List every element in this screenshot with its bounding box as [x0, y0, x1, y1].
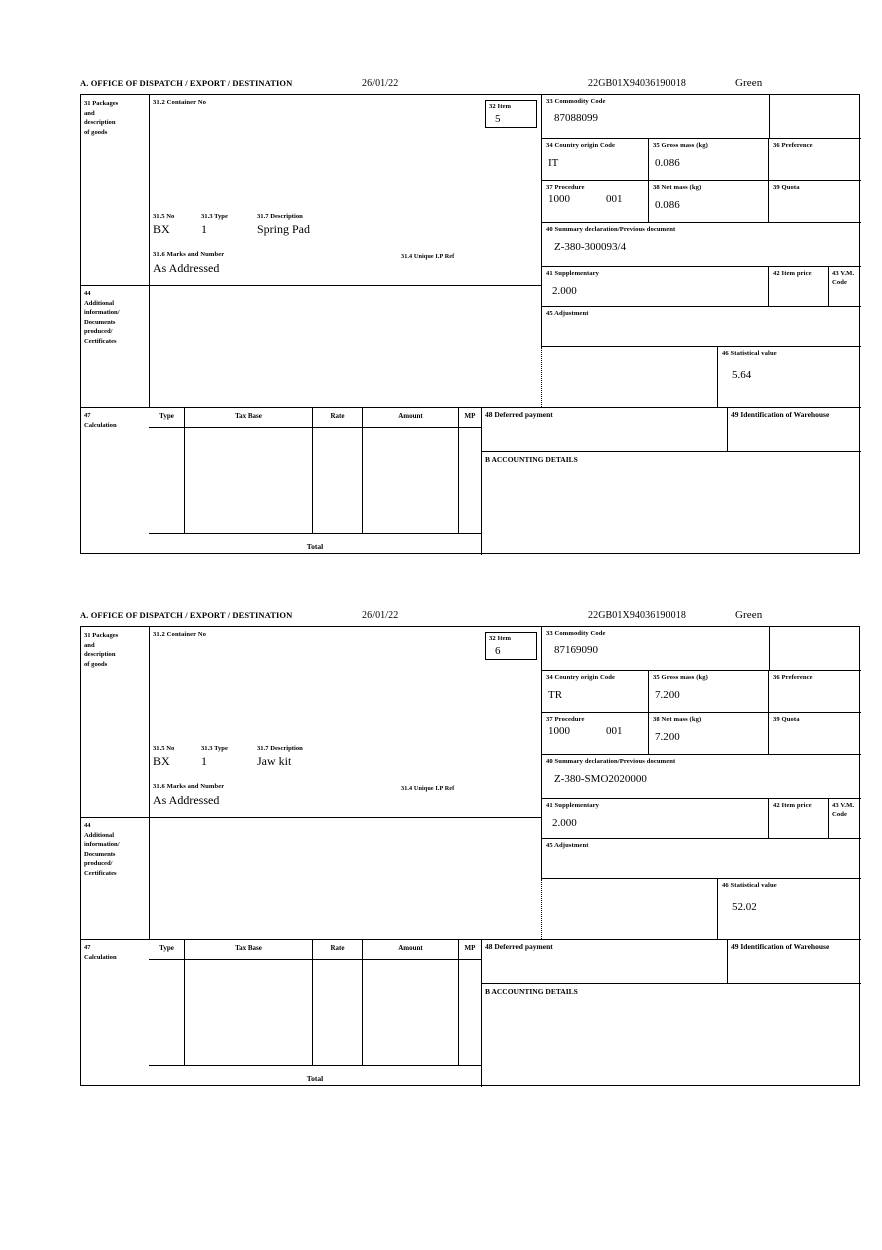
form-header-2	[80, 610, 862, 626]
item-price-value-2	[773, 811, 828, 817]
customs-declaration-form-2	[80, 610, 862, 1086]
preference-value-2	[773, 683, 861, 689]
net-mass-value: 0.086	[655, 198, 680, 211]
divider-31-44-2	[81, 817, 541, 818]
box-36-preference: 36 Preference	[769, 139, 861, 181]
package-number: BX	[153, 222, 170, 236]
box-31-label: 31 Packages and description of goods	[84, 100, 119, 136]
box-46-statistical-value-2: 46 Statistical value 52.02	[717, 879, 861, 939]
box-42-item-price: 42 Item price	[769, 267, 829, 307]
deferred-payment-value	[485, 419, 727, 425]
statistical-value-2: 52.02	[732, 900, 757, 913]
box-31-2-container-no: 31.2 Container No	[153, 99, 207, 106]
item-number-value-2: 6	[495, 644, 501, 657]
goods-description: Spring Pad	[257, 222, 311, 236]
calc-col-taxbase: Tax Base	[185, 407, 313, 533]
marks-and-number-value-2: As Addressed	[153, 793, 220, 807]
gross-mass-value-2: 7.200	[655, 688, 680, 701]
box-34-country-origin: 34 Country origin Code IT	[541, 139, 649, 181]
supplementary-value-2: 2.000	[552, 816, 577, 829]
vm-code-value-2	[832, 819, 861, 825]
gross-mass-value: 0.086	[655, 156, 680, 169]
calc-col-mp: MP	[464, 412, 476, 420]
box-41-supplementary-2: 41 Supplementary 2.000	[541, 799, 769, 839]
box-44-label-2: 44 Additional information/ Documents produced/ Certificates	[84, 822, 120, 877]
country-origin-value: IT	[548, 156, 559, 169]
net-mass-value-2: 7.200	[655, 730, 680, 743]
box-37-procedure: 37 Procedure 1000 001	[541, 181, 649, 223]
movement-reference-number: 22GB01X94036190018	[588, 78, 686, 89]
box-43-vm-code-2: 43 V.M. Code	[829, 799, 861, 839]
marks-and-number-value: As Addressed	[153, 261, 220, 275]
box-47-label: 47 Calculation	[84, 412, 117, 429]
procedure-code-a-2: 1000	[548, 724, 570, 737]
calculation-grid	[149, 407, 481, 555]
procedure-code-a: 1000	[548, 192, 570, 205]
box-35-gross-mass: 35 Gross mass (kg) 0.086	[649, 139, 769, 181]
box-38-net-mass-2: 38 Net mass (kg) 7.200	[649, 713, 769, 755]
declaration-box-2: 31 Packages and description of goods 44 Additional information/ Documents produced/ Certificates 47 Calculation 31.2 Container No 31.5 No 31.3 Type 31.7 Description BX 1 Jaw kit 31.6 Marks and Number 31.4 Unique I.P Ref As Addressed 32 Item 6 33 Commodity Code 87169090 34 Country origin Code TR 35 Gross mass (kg) 7.200 36 Preference 37 Procedure 1000 001 38 Net mass (kg) 7.200 39 Quota 40 Summary declaration/Previous document Z-380-SMO2020000 41 Supplementary 2.000 42 Item price 43 V.M. Code 45 Adjustment 46 Statistical value 52.02 Type Tax Base Rate Amount MP Total 48 Deferred payment 49 Identification of Warehouse B ACCOUNTING DETAILS	[80, 626, 860, 1086]
movement-reference-number-2: 22GB01X94036190018	[588, 610, 686, 621]
box-48-deferred-payment: 48 Deferred payment	[481, 407, 727, 451]
item-price-value	[773, 279, 828, 285]
box-32-item-number: 32 Item 5	[485, 100, 537, 128]
calc-col-amount-2: Amount	[363, 939, 459, 1065]
goods-description-2: Jaw kit	[257, 754, 292, 768]
box-49-warehouse: 49 Identification of Warehouse	[727, 407, 861, 451]
quota-value	[773, 193, 861, 199]
country-origin-value-2: TR	[548, 688, 563, 701]
customs-declaration-form-1	[80, 78, 862, 554]
box-31-2-container-no-2: 31.2 Container No	[153, 631, 207, 638]
previous-document-value: Z-380-300093/4	[554, 240, 627, 253]
quota-value-2	[773, 725, 861, 731]
box-49-warehouse-2: 49 Identification of Warehouse	[727, 939, 861, 983]
package-type-2: 1	[201, 754, 207, 768]
box-38-net-mass: 38 Net mass (kg) 0.086	[649, 181, 769, 223]
box-31-4-label-2: 31.4 Unique I.P Ref	[401, 785, 455, 792]
box-33-commodity-code-2: 33 Commodity Code 87169090	[541, 627, 861, 671]
box-45-adjustment-2: 45 Adjustment	[541, 839, 861, 879]
adjustment-value-2	[546, 851, 861, 857]
commodity-code-value-2: 87169090	[554, 643, 598, 656]
box-47-label-2: 47 Calculation	[84, 944, 117, 961]
box-41-supplementary: 41 Supplementary 2.000	[541, 267, 769, 307]
adjustment-value	[546, 319, 861, 325]
supplementary-value: 2.000	[552, 284, 577, 297]
box-37-procedure-2: 37 Procedure 1000 001	[541, 713, 649, 755]
box-48-deferred-payment-2: 48 Deferred payment	[481, 939, 727, 983]
procedure-code-b-2: 001	[606, 724, 623, 737]
routing-lane: Green	[735, 77, 763, 89]
warehouse-id-value-2	[731, 951, 861, 957]
calc-col-rate-2: Rate	[313, 939, 363, 1065]
preference-value	[773, 151, 861, 157]
calc-col-rate: Rate	[313, 407, 363, 533]
calc-col-type: Type	[149, 407, 185, 533]
box-45-adjustment: 45 Adjustment	[541, 307, 861, 347]
commodity-code-value: 87088099	[554, 111, 598, 124]
calc-col-taxbase-2: Tax Base	[185, 939, 313, 1065]
calc-col-mp-2: MP	[464, 944, 476, 952]
box-44-label: 44 Additional information/ Documents produced/ Certificates	[84, 290, 120, 345]
declaration-date: 26/01/22	[362, 78, 399, 89]
form-header	[80, 78, 862, 94]
box-31-6-label-2: 31.6 Marks and Number	[153, 783, 225, 790]
divider-dotted-46	[541, 347, 542, 407]
previous-document-value-2: Z-380-SMO2020000	[554, 772, 647, 785]
box-31-label-2: 31 Packages and description of goods	[84, 632, 119, 668]
item-number-value: 5	[495, 112, 501, 125]
divider-31-44	[81, 285, 541, 286]
box-b-accounting-details-2: B ACCOUNTING DETAILS	[485, 987, 578, 996]
warehouse-id-value	[731, 419, 861, 425]
deferred-payment-value-2	[485, 951, 727, 957]
office-of-dispatch-label-2: A. OFFICE OF DISPATCH / EXPORT / DESTINATION	[80, 610, 293, 620]
box-39-quota-2: 39 Quota	[769, 713, 861, 755]
procedure-code-b: 001	[606, 192, 623, 205]
box-43-vm-code: 43 V.M. Code	[829, 267, 861, 307]
box-b-accounting-details: B ACCOUNTING DETAILS	[485, 455, 578, 464]
calc-total-row-2: Total	[149, 1065, 481, 1088]
calc-col-amount: Amount	[363, 407, 459, 533]
box-36-preference-2: 36 Preference	[769, 671, 861, 713]
box-31-4-label: 31.4 Unique I.P Ref	[401, 253, 455, 260]
divider-dotted-46-2	[541, 879, 542, 939]
declaration-box: 31 Packages and description of goods 44 Additional information/ Documents produced/ Certificates 47 Calculation 31.2 Container No 31.5 No 31.3 Type 31.7 Description BX 1 Spring Pad 31.6 Marks and Number 31.4 Unique I.P Ref As Addressed 32 Item 5 33 Commodity Code 87088099 34 Country origin Code IT 35 Gross mass (kg) 0.086 36 Preference 37 Procedure 1000 001 38 Net mass (kg) 0.086 39 Quota 40 Summary declaration/Previous document Z-380-300093/4 41 Supplementary 2.000 42 Item price 43 V.M. Code 45 Adjustment 46 Statistical value 5.64 Type Tax Base Rate Amount MP Total 48 Deferred payment 49 Identification of Warehouse B ACCOUNTING DETAILS	[80, 94, 860, 554]
calc-total-row: Total	[149, 533, 481, 556]
divider-33-2	[769, 627, 770, 671]
package-type: 1	[201, 222, 207, 236]
box-32-item-number-2: 32 Item 6	[485, 632, 537, 660]
office-of-dispatch-label: A. OFFICE OF DISPATCH / EXPORT / DESTINATION	[80, 78, 293, 88]
vm-code-value	[832, 287, 861, 293]
box-40-previous-document: 40 Summary declaration/Previous document Z-380-300093/4	[541, 223, 861, 267]
box-34-country-origin-2: 34 Country origin Code TR	[541, 671, 649, 713]
declaration-date-2: 26/01/22	[362, 610, 399, 621]
box-39-quota: 39 Quota	[769, 181, 861, 223]
calculation-grid-2	[149, 939, 481, 1087]
package-number-2: BX	[153, 754, 170, 768]
box-33-commodity-code: 33 Commodity Code 87088099	[541, 95, 861, 139]
divider-33	[769, 95, 770, 139]
calc-col-type-2: Type	[149, 939, 185, 1065]
box-40-previous-document-2: 40 Summary declaration/Previous document Z-380-SMO2020000	[541, 755, 861, 799]
box-46-statistical-value: 46 Statistical value 5.64	[717, 347, 861, 407]
box-31-6-label: 31.6 Marks and Number	[153, 251, 225, 258]
box-42-item-price-2: 42 Item price	[769, 799, 829, 839]
box-35-gross-mass-2: 35 Gross mass (kg) 7.200	[649, 671, 769, 713]
statistical-value: 5.64	[732, 368, 752, 381]
routing-lane-2: Green	[735, 609, 763, 621]
